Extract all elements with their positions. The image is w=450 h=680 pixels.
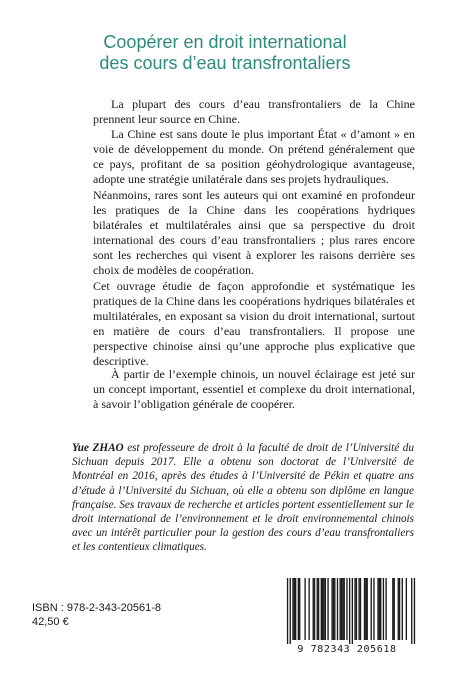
barcode-bar <box>358 578 359 640</box>
barcode-bar <box>352 578 353 644</box>
barcode-bar <box>360 578 361 640</box>
barcode-bar <box>298 578 299 640</box>
author-bio <box>72 441 414 555</box>
barcode-bar <box>349 578 350 644</box>
barcode-bar <box>290 578 291 644</box>
barcode-bar <box>383 578 384 640</box>
barcode-bar <box>333 578 334 640</box>
barcode-bar <box>402 578 403 640</box>
barcode-bar <box>313 578 314 640</box>
barcode-bar <box>294 578 295 640</box>
barcode-bar <box>411 578 412 644</box>
barcode-bar <box>398 578 399 640</box>
author-bio-text: est professeure de droit à la faculté de droit de l’Université du Sichuan depuis 2017. Elle a obtenu son doctorat de l’Université de Montréal en 2016, après des études à l’Université de Pékin et quatre ans d’étude à l’Université du Sichuan, où elle a obtenu son diplôme en langue française. Ses travaux de recherche et articles portent essentiellement sur le droit international de l’environnement et le droit environnemental chinois avec un intérêt particulier pour la gestion des cours d’eau transfrontaliers et les contentieux climatiques. <box>72 442 414 554</box>
barcode-bar <box>385 578 386 640</box>
barcode-bar <box>323 578 324 640</box>
title-line-1: Coopérer en droit international <box>103 32 347 52</box>
title-line-2: des cours d’eau transfrontaliers <box>99 53 351 73</box>
barcode-bar <box>356 578 357 640</box>
barcode-bar <box>392 578 393 640</box>
author-name: Yue ZHAO <box>72 442 124 454</box>
barcode-bar <box>414 578 415 644</box>
barcode <box>274 576 420 658</box>
paragraph-5: À partir de l’exemple chinois, un nouvel éclairage est jeté sur un concept important, essentiel et complexe du droit international, à savoir l’obligation générale de coopérer. <box>93 367 415 412</box>
barcode-bar <box>287 578 288 644</box>
barcode-bar <box>344 578 345 640</box>
barcode-bar <box>304 578 305 640</box>
barcode-bar <box>373 578 374 640</box>
barcode-bar <box>354 578 355 640</box>
paragraph-4: Cet ouvrage étudie de façon approfondie et systématique les pratiques de la Chine dans les coopérations hydriques bilatérales et multilatérales, en exposant sa vision du droit international, surtout en matière de cours d’eau transfrontaliers. Il propose une perspective chinoise ainsi qu’une approche plus explicative que descriptive. <box>93 279 415 369</box>
barcode-bar <box>341 578 342 640</box>
barcode-bar <box>337 578 338 640</box>
barcode-bar <box>367 578 368 640</box>
barcode-bar <box>399 578 400 640</box>
barcode-bar <box>364 578 365 640</box>
barcode-bar <box>377 578 378 640</box>
barcode-bar <box>342 578 343 640</box>
barcode-bar <box>314 578 315 640</box>
barcode-bar <box>379 578 380 640</box>
barcode-bar <box>394 578 395 640</box>
barcode-digits: 9 782343 205618 <box>297 644 397 655</box>
barcode-bar <box>380 578 381 640</box>
barcode-bar <box>318 578 319 640</box>
barcode-bar <box>295 578 296 640</box>
barcode-bar <box>406 578 407 640</box>
barcode-bar <box>321 578 322 640</box>
barcode-bar <box>322 578 323 640</box>
book-title <box>40 32 410 74</box>
barcode-bar <box>317 578 318 640</box>
barcode-bar <box>299 578 300 640</box>
barcode-bar <box>325 578 326 640</box>
barcode-bars <box>274 576 420 646</box>
barcode-bar <box>331 578 332 640</box>
paragraph-3: Néanmoins, rares sont les auteurs qui ont examiné en profondeur les pratiques de la Chine dans les coopérations hydriques bilatérales et multilatérales ainsi que sa perspective du droit international des cours d’eau transfrontaliers ; plus rares encore sont les recherches qui visent à explorer les raisons derrière ses choix de modèles de coopération. <box>93 188 415 278</box>
barcode-bar <box>340 578 341 640</box>
paragraph-2: La Chine est sans doute le plus important État « d’amont » en voie de développement du monde. On prétend généralement que ce pays, profitant de sa position géohydrologique avantageuse, adopte une stratégie unilatérale dans ses projets hydrauliques. <box>93 127 415 187</box>
barcode-bar <box>327 578 328 640</box>
paragraph-1: La plupart des cours d’eau transfrontaliers de la Chine prennent leur source en Chine. <box>93 97 415 127</box>
barcode-bar <box>292 578 293 640</box>
isbn: ISBN : 978-2-343-20561-8 <box>32 602 162 614</box>
barcode-bar <box>371 578 372 640</box>
price: 42,50 € <box>32 616 69 628</box>
barcode-bar <box>308 578 309 640</box>
barcode-bar <box>365 578 366 640</box>
barcode-bar <box>346 578 347 640</box>
barcode-bar <box>334 578 335 640</box>
